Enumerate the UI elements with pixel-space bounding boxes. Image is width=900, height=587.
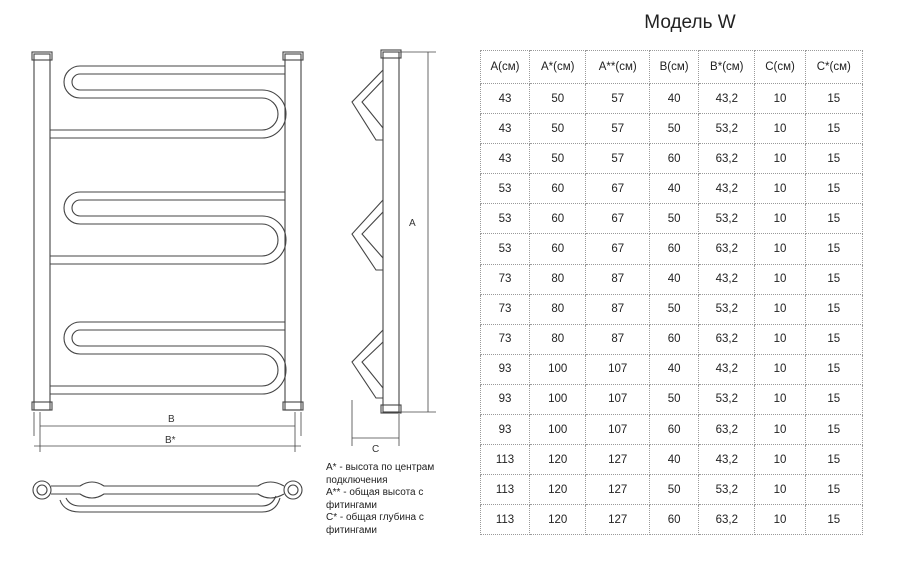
table-cell: 10	[755, 204, 805, 234]
table-cell: 107	[586, 384, 650, 414]
table-cell: 53	[481, 174, 530, 204]
table-cell: 87	[586, 294, 650, 324]
table-cell: 10	[755, 384, 805, 414]
label-b: B	[168, 414, 175, 425]
table-cell: 10	[755, 264, 805, 294]
table-cell: 10	[755, 84, 805, 114]
table-cell: 93	[481, 384, 530, 414]
table-cell: 10	[755, 324, 805, 354]
table-cell: 15	[805, 264, 862, 294]
table-cell: 43	[481, 84, 530, 114]
table-row	[481, 505, 863, 535]
table-cell: 53,2	[699, 384, 755, 414]
table-cell: 53,2	[699, 204, 755, 234]
table-cell: 107	[586, 354, 650, 384]
table-cell: 113	[481, 475, 530, 505]
table-cell: 53,2	[699, 294, 755, 324]
table-row	[481, 294, 863, 324]
table-cell: 10	[755, 415, 805, 445]
table-cell: 60	[650, 415, 699, 445]
table-cell: 15	[805, 475, 862, 505]
table-cell: 40	[650, 174, 699, 204]
table-cell: 40	[650, 354, 699, 384]
table-cell: 50	[650, 384, 699, 414]
column-header: B*(см)	[699, 51, 755, 84]
legend-a-star: A* - высота по центрам подключения	[326, 462, 435, 486]
table-cell: 43,2	[699, 174, 755, 204]
label-a: A	[409, 218, 416, 229]
table-cell: 15	[805, 415, 862, 445]
table-cell: 63,2	[699, 505, 755, 535]
top-view	[33, 481, 302, 512]
table-cell: 63,2	[699, 234, 755, 264]
dimensions-table	[480, 50, 863, 535]
table-cell: 43	[481, 144, 530, 174]
table-row	[481, 114, 863, 144]
table-cell: 113	[481, 445, 530, 475]
table-cell: 93	[481, 354, 530, 384]
table-cell: 15	[805, 294, 862, 324]
table-cell: 10	[755, 475, 805, 505]
table-cell: 53	[481, 234, 530, 264]
table-cell: 80	[530, 294, 586, 324]
table-cell: 50	[650, 114, 699, 144]
column-header: B(см)	[650, 51, 699, 84]
table-row	[481, 234, 863, 264]
table-cell: 15	[805, 114, 862, 144]
table-cell: 120	[530, 445, 586, 475]
table-cell: 50	[530, 144, 586, 174]
table-cell: 10	[755, 445, 805, 475]
table-cell: 50	[650, 294, 699, 324]
table-cell: 113	[481, 505, 530, 535]
side-view	[352, 50, 401, 413]
coil-top	[50, 66, 285, 130]
table-row	[481, 324, 863, 354]
column-header: C*(см)	[805, 51, 862, 84]
table-cell: 63,2	[699, 144, 755, 174]
table-row	[481, 354, 863, 384]
table-cell: 40	[650, 445, 699, 475]
table-cell: 53,2	[699, 475, 755, 505]
table-cell: 10	[755, 114, 805, 144]
table-cell: 60	[530, 234, 586, 264]
table-cell: 10	[755, 294, 805, 324]
table-cell: 60	[530, 174, 586, 204]
table-cell: 80	[530, 264, 586, 294]
table-cell: 57	[586, 144, 650, 174]
table-cell: 63,2	[699, 415, 755, 445]
table-cell: 10	[755, 354, 805, 384]
table-cell: 43,2	[699, 84, 755, 114]
table-cell: 127	[586, 505, 650, 535]
table-cell: 43,2	[699, 354, 755, 384]
table-cell: 60	[650, 144, 699, 174]
table-cell: 15	[805, 144, 862, 174]
table-body	[481, 84, 863, 535]
table-cell: 127	[586, 475, 650, 505]
table-cell: 50	[650, 475, 699, 505]
table-cell: 15	[805, 174, 862, 204]
right-post	[285, 54, 301, 410]
table-cell: 100	[530, 415, 586, 445]
legend	[326, 462, 476, 538]
table-row	[481, 144, 863, 174]
table-cell: 15	[805, 234, 862, 264]
table-cell: 87	[586, 324, 650, 354]
table-cell: 15	[805, 505, 862, 535]
table-cell: 53	[481, 204, 530, 234]
table-row	[481, 445, 863, 475]
table-cell: 107	[586, 415, 650, 445]
table-cell: 53,2	[699, 114, 755, 144]
table-cell: 87	[586, 264, 650, 294]
coil-bottom	[50, 322, 285, 386]
table-header-row	[481, 51, 863, 84]
table-cell: 15	[805, 204, 862, 234]
label-b-star: B*	[165, 435, 176, 446]
table-cell: 100	[530, 384, 586, 414]
column-header: A(см)	[481, 51, 530, 84]
table-cell: 67	[586, 204, 650, 234]
table-cell: 80	[530, 324, 586, 354]
label-c: C	[372, 444, 380, 455]
table-row	[481, 84, 863, 114]
table-cell: 60	[650, 324, 699, 354]
table-cell: 50	[530, 114, 586, 144]
table-cell: 15	[805, 384, 862, 414]
table-cell: 120	[530, 475, 586, 505]
table-cell: 10	[755, 144, 805, 174]
dimension-c	[352, 400, 399, 446]
table-cell: 73	[481, 264, 530, 294]
table-row	[481, 384, 863, 414]
table-cell: 40	[650, 264, 699, 294]
left-post	[34, 54, 50, 410]
table-cell: 40	[650, 84, 699, 114]
table-cell: 73	[481, 324, 530, 354]
table-cell: 50	[530, 84, 586, 114]
coil-middle	[50, 192, 285, 256]
side-post	[383, 52, 399, 412]
column-header: C(см)	[755, 51, 805, 84]
dimension-a	[399, 52, 436, 412]
legend-c-star: C* - общая глубина с фитингами	[326, 512, 424, 536]
table-cell: 60	[530, 204, 586, 234]
table-cell: 60	[650, 505, 699, 535]
table-cell: 67	[586, 174, 650, 204]
table-cell: 10	[755, 174, 805, 204]
table-cell: 73	[481, 294, 530, 324]
table-cell: 50	[650, 204, 699, 234]
page-title: Модель W	[644, 12, 736, 33]
table-cell: 57	[586, 84, 650, 114]
legend-a-double-star: A** - общая высота с фитингами	[326, 487, 424, 511]
table-row	[481, 415, 863, 445]
table-row	[481, 475, 863, 505]
table-cell: 15	[805, 354, 862, 384]
table-cell: 67	[586, 234, 650, 264]
front-view	[32, 52, 303, 410]
table-row	[481, 174, 863, 204]
table-cell: 15	[805, 324, 862, 354]
table-cell: 63,2	[699, 324, 755, 354]
table-cell: 15	[805, 445, 862, 475]
table-row	[481, 264, 863, 294]
column-header: A**(см)	[586, 51, 650, 84]
table-cell: 100	[530, 354, 586, 384]
table-cell: 127	[586, 445, 650, 475]
table-row	[481, 204, 863, 234]
table-cell: 60	[650, 234, 699, 264]
table-cell: 43,2	[699, 445, 755, 475]
table-cell: 43,2	[699, 264, 755, 294]
table-cell: 10	[755, 505, 805, 535]
table-cell: 43	[481, 114, 530, 144]
table-cell: 57	[586, 114, 650, 144]
table-cell: 120	[530, 505, 586, 535]
table-cell: 93	[481, 415, 530, 445]
table-cell: 10	[755, 234, 805, 264]
column-header: A*(см)	[530, 51, 586, 84]
table-cell: 15	[805, 84, 862, 114]
